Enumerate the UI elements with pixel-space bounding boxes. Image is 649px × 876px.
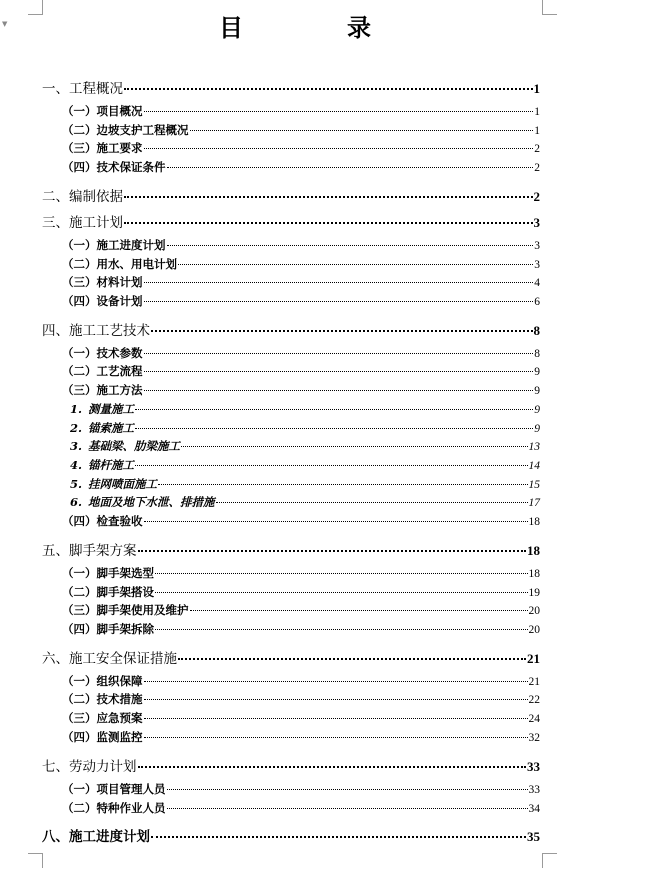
toc-entry-label: （一）项目概况 <box>62 104 143 118</box>
toc-dot-leader <box>144 521 528 522</box>
toc-dot-leader <box>144 390 534 391</box>
toc-entry-label: 四、施工工艺技术 <box>42 323 150 339</box>
toc-entry-level-2[interactable] <box>62 274 540 290</box>
toc-dot-leader <box>144 718 528 719</box>
toc-entry-level-2[interactable] <box>62 673 540 689</box>
toc-entry-level-2[interactable] <box>62 103 540 119</box>
toc-page-number: 20 <box>528 624 540 636</box>
toc-page-number: 8 <box>533 323 540 338</box>
toc-dot-leader <box>167 167 534 168</box>
toc-entry-level-2[interactable] <box>62 122 540 138</box>
page-corner-mark-bottom-left <box>28 853 43 868</box>
toc-page-number: 20 <box>528 605 540 617</box>
toc-page-number: 1 <box>534 125 540 137</box>
toc-page-number: 2 <box>534 162 540 174</box>
toc-dot-leader <box>155 592 528 593</box>
toc-page-number: 19 <box>528 587 540 599</box>
toc-entry-level-2[interactable] <box>62 565 540 581</box>
toc-entry-label: （一）技术参数 <box>62 346 143 360</box>
toc-entry-level-3[interactable] <box>70 494 540 510</box>
toc-entry-text: 挂网喷面施工 <box>88 477 157 491</box>
toc-dot-leader <box>151 330 533 332</box>
toc-entry-label: 一、工程概况 <box>42 81 123 97</box>
toc-entry-level-2[interactable] <box>62 256 540 272</box>
toc-dot-leader <box>158 484 528 485</box>
toc-page-number: 1 <box>533 81 540 96</box>
toc-entry-label <box>70 438 180 454</box>
toc-entry-number: 5. <box>70 477 83 491</box>
toc-page-number: 2 <box>534 143 540 155</box>
toc-entry-label: 五、脚手架方案 <box>42 543 137 559</box>
toc-dot-leader <box>190 610 528 611</box>
toc-dot-leader <box>124 222 533 224</box>
toc-page-number: 18 <box>528 568 540 580</box>
toc-dot-leader <box>144 148 534 149</box>
toc-entry-label: （三）施工方法 <box>62 383 143 397</box>
toc-dot-leader <box>144 353 534 354</box>
toc-page-number: 21 <box>528 676 540 688</box>
toc-entry-label: （四）脚手架拆除 <box>62 622 154 636</box>
toc-page-number: 24 <box>528 713 540 725</box>
toc-dot-leader <box>216 502 528 503</box>
toc-entry-number: 2. <box>70 421 83 435</box>
toc-entry-level-2[interactable] <box>62 345 540 361</box>
toc-page-number: 22 <box>528 694 540 706</box>
toc-dot-leader <box>155 573 528 574</box>
toc-page-number: 18 <box>527 543 540 558</box>
toc-page-number: 18 <box>528 516 540 528</box>
toc-entry-number: 1. <box>70 402 83 416</box>
toc-page-number: 13 <box>528 441 540 453</box>
toc-entry-level-3[interactable] <box>70 438 540 454</box>
toc-page-number: 9 <box>534 366 540 378</box>
toc-entry-text: 地面及地下水泄、排措施 <box>88 495 215 509</box>
toc-page-number: 6 <box>534 296 540 308</box>
toc-entry-label: （一）组织保障 <box>62 674 143 688</box>
toc-entry-label: （一）施工进度计划 <box>62 238 166 252</box>
toc-dot-leader <box>144 371 534 372</box>
toc-page-number: 33 <box>527 759 540 774</box>
toc-dot-leader <box>151 836 526 838</box>
toc-entry-level-1[interactable] <box>42 77 540 97</box>
toc-entry-level-2[interactable] <box>62 159 540 175</box>
toc-dot-leader <box>181 446 528 447</box>
toc-page-number: 9 <box>534 404 540 416</box>
toc-page-number: 3 <box>533 215 540 230</box>
toc-entry-text: 锚索施工 <box>88 421 134 435</box>
toc-entry-level-3[interactable] <box>70 457 540 473</box>
toc-dot-leader <box>135 409 533 410</box>
toc-dot-leader <box>144 681 528 682</box>
toc-page-number: 2 <box>533 189 540 204</box>
toc-page-number: 14 <box>528 460 540 472</box>
toc-page-number: 32 <box>528 732 540 744</box>
toc-entry-number: 4. <box>70 458 83 472</box>
toc-entry-label <box>70 420 134 436</box>
toc-page-number: 3 <box>534 259 540 271</box>
toc-entry-label: （二）特种作业人员 <box>62 801 166 815</box>
toc-entry-level-3[interactable] <box>70 476 540 492</box>
toc-dot-leader <box>167 245 534 246</box>
toc-page-number: 8 <box>534 348 540 360</box>
toc-dot-leader <box>124 88 533 90</box>
toc-entry-level-1[interactable] <box>42 539 540 559</box>
collapse-caret-icon[interactable]: ▼ <box>2 20 8 28</box>
toc-page-number: 3 <box>534 240 540 252</box>
toc-entry-label: 二、编制依据 <box>42 189 123 205</box>
toc-entry-level-2[interactable] <box>62 513 540 529</box>
toc-entry-label <box>70 401 134 417</box>
toc-entry-label: （二）技术措施 <box>62 692 143 706</box>
toc-entry-level-2[interactable] <box>62 293 540 309</box>
page-title: 目 录 <box>219 14 411 42</box>
toc-entry-label: （三）施工要求 <box>62 141 143 155</box>
toc-entry-level-3[interactable] <box>70 420 540 436</box>
toc-entry-number: 3. <box>70 439 83 453</box>
toc-entry-level-2[interactable] <box>62 140 540 156</box>
toc-entry-label: （四）技术保证条件 <box>62 160 166 174</box>
toc-page-number: 9 <box>534 385 540 397</box>
toc-entry-label: （一）项目管理人员 <box>62 782 166 796</box>
toc-entry-label <box>70 457 134 473</box>
toc-entry-label: 七、劳动力计划 <box>42 759 137 775</box>
toc-dot-leader <box>144 111 534 112</box>
toc-entry-level-2[interactable] <box>62 584 540 600</box>
toc-page-number: 33 <box>528 784 540 796</box>
toc-dot-leader <box>190 130 534 131</box>
toc-entry-text: 锚杆施工 <box>88 458 134 472</box>
toc-entry-level-2[interactable] <box>62 691 540 707</box>
toc-entry-text: 基础梁、肋梁施工 <box>88 439 180 453</box>
toc-dot-leader <box>178 658 526 660</box>
toc-entry-level-2[interactable] <box>62 382 540 398</box>
toc-entry-level-2[interactable] <box>62 800 540 816</box>
toc-dot-leader <box>144 301 534 302</box>
toc-dot-leader <box>167 808 528 809</box>
toc-entry-level-1[interactable] <box>42 647 540 667</box>
toc-entry-label: 八、施工进度计划 <box>42 829 150 845</box>
toc-dot-leader <box>138 550 527 552</box>
toc-page-number: 1 <box>534 106 540 118</box>
toc-entry-level-2[interactable] <box>62 621 540 637</box>
toc-entry-label: （三）应急预案 <box>62 711 143 725</box>
toc-entry-level-1[interactable] <box>42 755 540 775</box>
toc-dot-leader <box>124 196 533 198</box>
toc-entry-label: 六、施工安全保证措施 <box>42 651 177 667</box>
toc-entry-label: （二）边坡支护工程概况 <box>62 123 189 137</box>
toc-page-number: 15 <box>528 479 540 491</box>
toc-page-number: 21 <box>527 651 540 666</box>
toc-entry-level-2[interactable] <box>62 781 540 797</box>
toc-dot-leader <box>167 789 528 790</box>
toc-entry-level-2[interactable] <box>62 729 540 745</box>
toc-entry-label: （二）用水、用电计划 <box>62 257 177 271</box>
toc-entry-label: （二）工艺流程 <box>62 364 143 378</box>
toc-entry-text: 测量施工 <box>88 402 134 416</box>
toc-page-number: 35 <box>527 829 540 844</box>
toc-entry-label: （四）检查验收 <box>62 514 143 528</box>
toc-dot-leader <box>138 766 527 768</box>
toc-dot-leader <box>144 699 528 700</box>
toc-page-number: 34 <box>528 803 540 815</box>
toc-page-number: 4 <box>534 277 540 289</box>
toc-dot-leader <box>135 465 528 466</box>
toc-entry-level-3[interactable] <box>70 401 540 417</box>
toc-entry-label: （一）脚手架选型 <box>62 566 154 580</box>
page-corner-mark-bottom-right <box>542 853 557 868</box>
toc-entry-level-1[interactable] <box>42 825 540 845</box>
toc-dot-leader <box>155 629 528 630</box>
toc-entry-label: 三、施工计划 <box>42 215 123 231</box>
toc-entry-label: （四）监测监控 <box>62 730 143 744</box>
toc-entry-label: （四）设备计划 <box>62 294 143 308</box>
toc-entry-label: （三）材料计划 <box>62 275 143 289</box>
toc-entry-number: 6. <box>70 495 83 509</box>
toc-entry-label: （三）脚手架使用及维护 <box>62 603 189 617</box>
toc-entry-label: （二）脚手架搭设 <box>62 585 154 599</box>
toc-entry-level-2[interactable] <box>62 363 540 379</box>
toc-page-number: 9 <box>534 423 540 435</box>
toc-entry-level-1[interactable] <box>42 211 540 231</box>
toc-entry-level-2[interactable] <box>62 602 540 618</box>
toc-entry-level-2[interactable] <box>62 710 540 726</box>
toc-dot-leader <box>144 737 528 738</box>
toc-entry-level-1[interactable] <box>42 319 540 339</box>
toc-entry-label <box>70 476 157 492</box>
toc-dot-leader <box>135 428 533 429</box>
toc-entry-level-1[interactable] <box>42 185 540 205</box>
toc-entry-level-2[interactable] <box>62 237 540 253</box>
toc-entry-label <box>70 494 215 510</box>
toc-dot-leader <box>144 282 534 283</box>
toc-dot-leader <box>178 264 533 265</box>
toc-page-number: 17 <box>528 497 540 509</box>
